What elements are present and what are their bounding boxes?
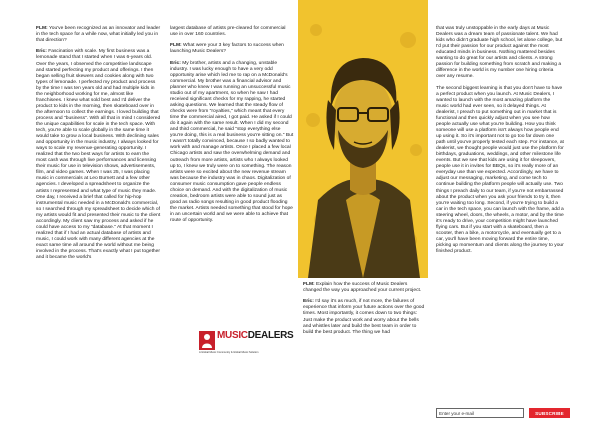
- question-text: You've been recognized as an innovator and leader in the tech space for a while now, what initially led you in that direction?: [36, 26, 161, 44]
- interview-answer: [36, 49, 161, 261]
- answer-paragraph: [436, 86, 564, 255]
- logo-wordmark: [217, 330, 293, 341]
- interview-answer: [170, 61, 294, 224]
- article-column-1: [36, 26, 161, 266]
- speaker-label: FLM:: [36, 26, 48, 31]
- interview-question: [36, 26, 161, 44]
- article-column-4: [436, 26, 564, 260]
- answer-text: My brother, artists and a changing, unstable industry. I was lucky enough to have a very odd opportunity arise which led me to rap on a McDonald's commercial. My brother was a financial advisor and planner who knew I was running an unsuccessful music studio out of my apartment, so when he saw I had received significant checks for my rapping, he started asking questions. We learned that the steady flow of checks were from "royalties," which meant that every time the commercial aired, I got paid. He asked if I could do it again with the same result. When I did my second and third commercial, he said "stop everything else you're doing, this is a real business you're sitting on." But I wasn't totally convinced, because I so badly wanted to work with and manage artists. Once I placed a few local Chicago artists and saw the overwhelming demand and outreach from more artists, artists who I always looked up to, I knew we truly were on to something. The reason artists were so excited about the new revenue stream was because the industry was in chaos. Digitalization of consumer music consumption gave people endless choice on demand. And with the digitalization of music creation, bedroom artists were able to sound just as good as radio songs resulting in good product flooding the market. Artists needed something that stood for hope in an uncertain world and we were able to achieve that route of opportunity.: [170, 60, 294, 223]
- music-dealers-logo: [199, 329, 294, 369]
- answer-text: Fascination with scale. My first business was a lemonade stand that I started when I was 6-years old. Over the years, I observed the competitive landscape and started perfecting my product and offerings. I then began selling fruit skewers and cookies along with two types of lemonade. I perfected my product and process by the time I was ten years old and had multiple kids in the neighborhood working for me, almost like franchisees. I knew what sold best and I'd deliver the product to kids in the morning, then skateboard over in the afternoon to collect the earnings. I loved building that process and "business". With all that in mind I considered the unique capabilities for scale in the tech space. With tech, you're able to scale globally in the same time it would take to grow a local business. With declining sales and opportunity in the music industry, I always looked for ways to scale my revenue-generating opportunity. I realized that the two best ways for artists to earn the most cash was through live performances and licensing their music for use in television shows, advertisements, film, and video games. When I was 25, I was placing music in commercials at Leo Burnett and a few other agencies. I developed a spreadsheet to organize the artists I represented and what type of music they made. One day, I received a brief that called for hip-hop instrumental music needed in a McDonald's commercial, so I searched through my spreadsheet to decide which of my artists would fit and presented their music to the client accordingly. My client saw my process and asked if he could have access to my "database." At that moment I realized that if I had an actual database of artists and music, I could work with many different agencies at the exact same time all around the world without me being involved in the process. That's exactly what I put together and it became the world's: [36, 49, 161, 261]
- article-column-2: [170, 26, 294, 229]
- interview-answer: [303, 299, 427, 335]
- subscribe-button[interactable]: SUBSCRIBE: [529, 408, 570, 418]
- answer-text: that was truly unstoppable in the early days at Music Dealers was a dream team of passionate talent. We had kids who didn't graduate high school, let alone college, but I'd put their passion for our product against the most educated minds in business. Nothing mattered besides wanting to do great for our artists and clients. A strong passion for building something from scratch and making a difference in the world is my number one hiring criteria over any resume.: [436, 26, 563, 80]
- portrait-illustration: [298, 0, 428, 278]
- speaker-label: Eric:: [170, 60, 181, 66]
- answer-text: The second biggest learning is that you don't have to have a perfect product when you launch. At Music Dealers, I wanted to launch with the most amazing platform the music world had ever seen, so it delayed things. At dealerist, I preach to put something out in market that is functional and then quickly adjust when you see how people actually use what you're building. How you think someone will use a platform isn't always how people end up using it. So it's important not to go too far down one path until you've properly tested each step. For instance, at dealerist, we thought people would just use the platform for birthdays, graduations, weddings, and other milestone life events. But we see that kids are using it for sleepovers, people use it in invites for BBQs, so it's really more of an everyday use than we expected. Accordingly, we have to adjust our messaging, marketing, and come tech to continue building the platform people will actually use. Two things I preach daily to our team, if you're not embarrassed about the product when you ask your friends to try it, then you're waiting too long. Second, if you're trying to build a car in the tech space, you can launch with the frame, add a steering wheel, doors, the wheels, a motor, and by the time it's ready to drive, your competition might have launched flying cars. But if you start with a skateboard, then a scooter, then a bike, a motorcycle, and eventually get to a car, you'll have been moving forward the entire time, picking up momentum and clients along the journey to your finished product.: [436, 85, 564, 254]
- answer-continuation: [170, 26, 294, 38]
- interview-question: [303, 282, 427, 294]
- question-text: Explain how the success of Music Dealers changed the way you approached your current project.: [303, 282, 422, 294]
- logo-word-music: MUSIC: [217, 330, 248, 341]
- portrait-photo: [298, 0, 428, 278]
- answer-continuation: [436, 26, 564, 80]
- logo-mark-icon: [199, 331, 215, 350]
- answer-text: largest database of artists pre-cleared for commercial use in over 160 countries.: [170, 26, 286, 38]
- speaker-label: Eric:: [36, 49, 47, 55]
- logo-word-dealers: DEALERS: [247, 330, 294, 341]
- newsletter-subscribe: [436, 408, 570, 418]
- speaker-label: Eric:: [303, 299, 314, 305]
- speaker-label: FLM:: [170, 43, 182, 49]
- answer-text: I'd say it's as much, if not more, the failures of experience that inform your future actions over the good times. Most importantly, it comes down to two things: Just make the product work and worry about the bells and whistles later and build the best team in order to build the best product. The thing we had: [303, 299, 425, 335]
- speaker-label: FLM:: [303, 282, 315, 287]
- question-text: What were your 3 key factors to success when launching Music Dealers?: [170, 43, 284, 55]
- email-input[interactable]: [436, 408, 524, 418]
- logo-tagline: A Global Music Community & Global Music Solution: [199, 351, 259, 354]
- article-column-3: [303, 282, 427, 341]
- interview-question: [170, 43, 294, 55]
